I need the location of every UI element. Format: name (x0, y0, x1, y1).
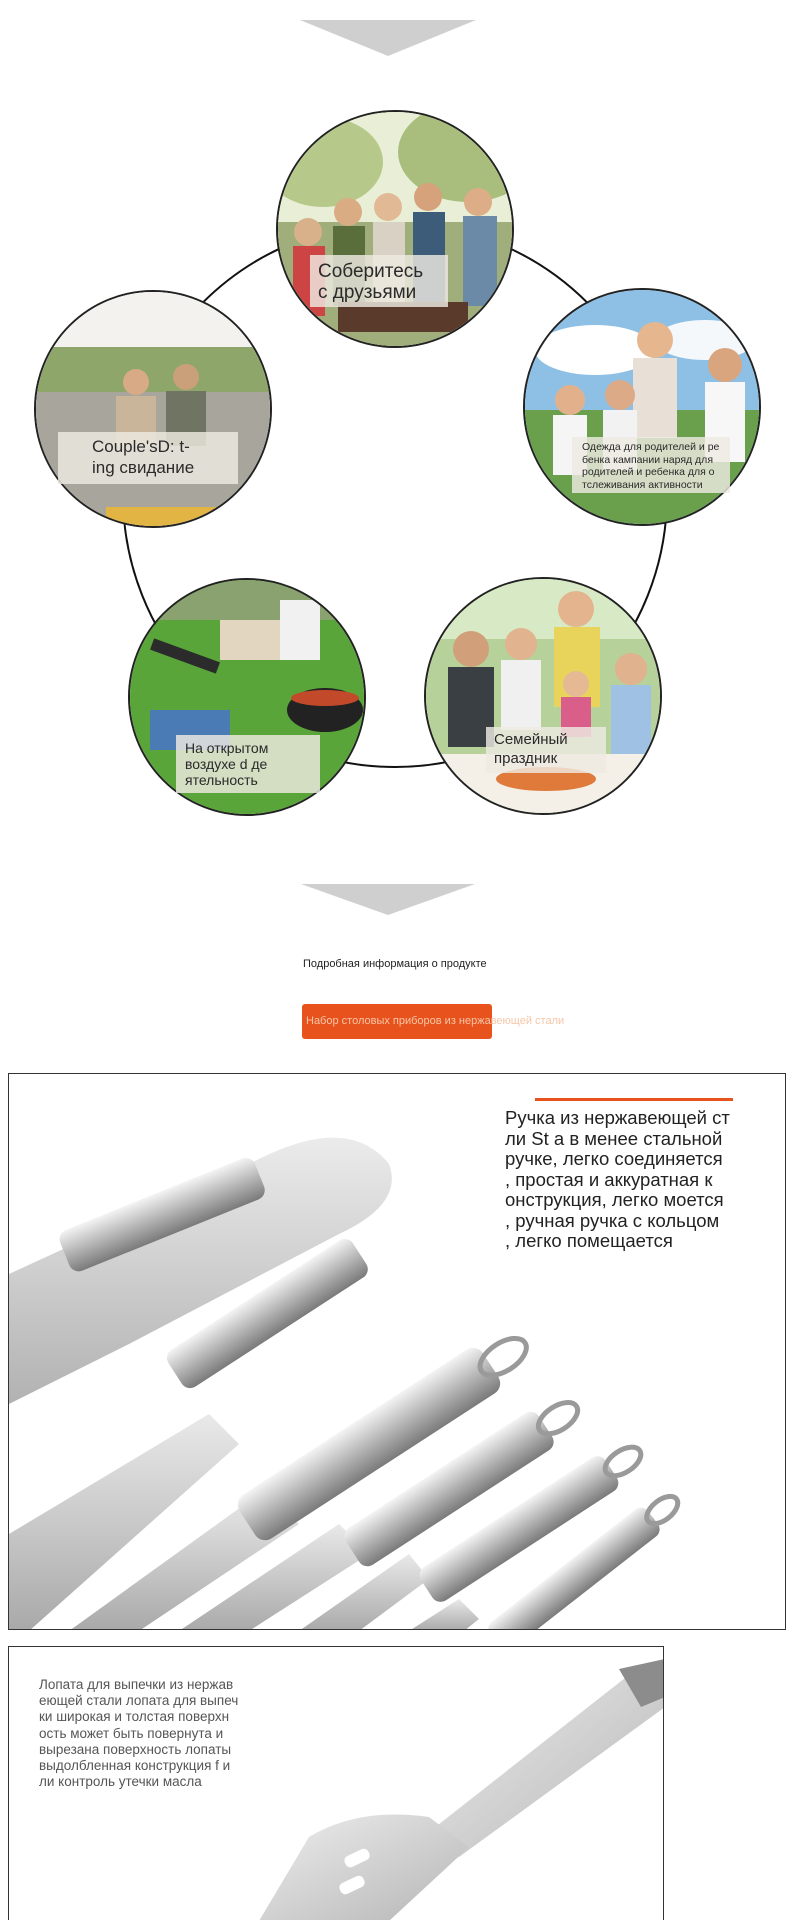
caption-family-outfits: Одежда для родителей и ре бенка кампании наряд для родителей и ребенка для о тслеживания активности (572, 437, 730, 493)
photo-friends-gathering (276, 110, 514, 348)
photo-family-holiday (424, 577, 662, 815)
handle-description: Ручка из нержавеющей ст ли St a в менее стальной ручке, легко соединяется , простая и аккуратная к онструкция, легко моется , ручная ручка с кольцом , легко помещается (505, 1108, 730, 1251)
spatula-description: Лопата для выпечки из нержав еющей стали лопата для выпеч ки широкая и толстая поверхн ость может быть повернута и вырезана поверхность лопаты выдолбленная конструкция f и ли контроль утечки масла (39, 1677, 239, 1790)
product-set-button[interactable] (302, 1004, 565, 1039)
section-divider-arrow-2 (301, 884, 475, 915)
photo-couple-date (34, 290, 272, 528)
handle-accent-line (535, 1098, 733, 1101)
handles-panel (8, 1073, 786, 1630)
caption-holiday: Семейный праздник (486, 727, 606, 773)
product-set-button-label: Набор столовых приборов из нержавеющей стали (306, 1015, 565, 1027)
caption-friends: Соберитесь с друзьями (310, 255, 448, 307)
details-heading: Подробная информация о продукте (303, 958, 487, 970)
spatula-panel (8, 1646, 664, 1920)
caption-date: Couple'sD: t- ing свидание (58, 432, 238, 484)
caption-outdoor: На открытом воздухе d де ятельность (176, 735, 320, 793)
